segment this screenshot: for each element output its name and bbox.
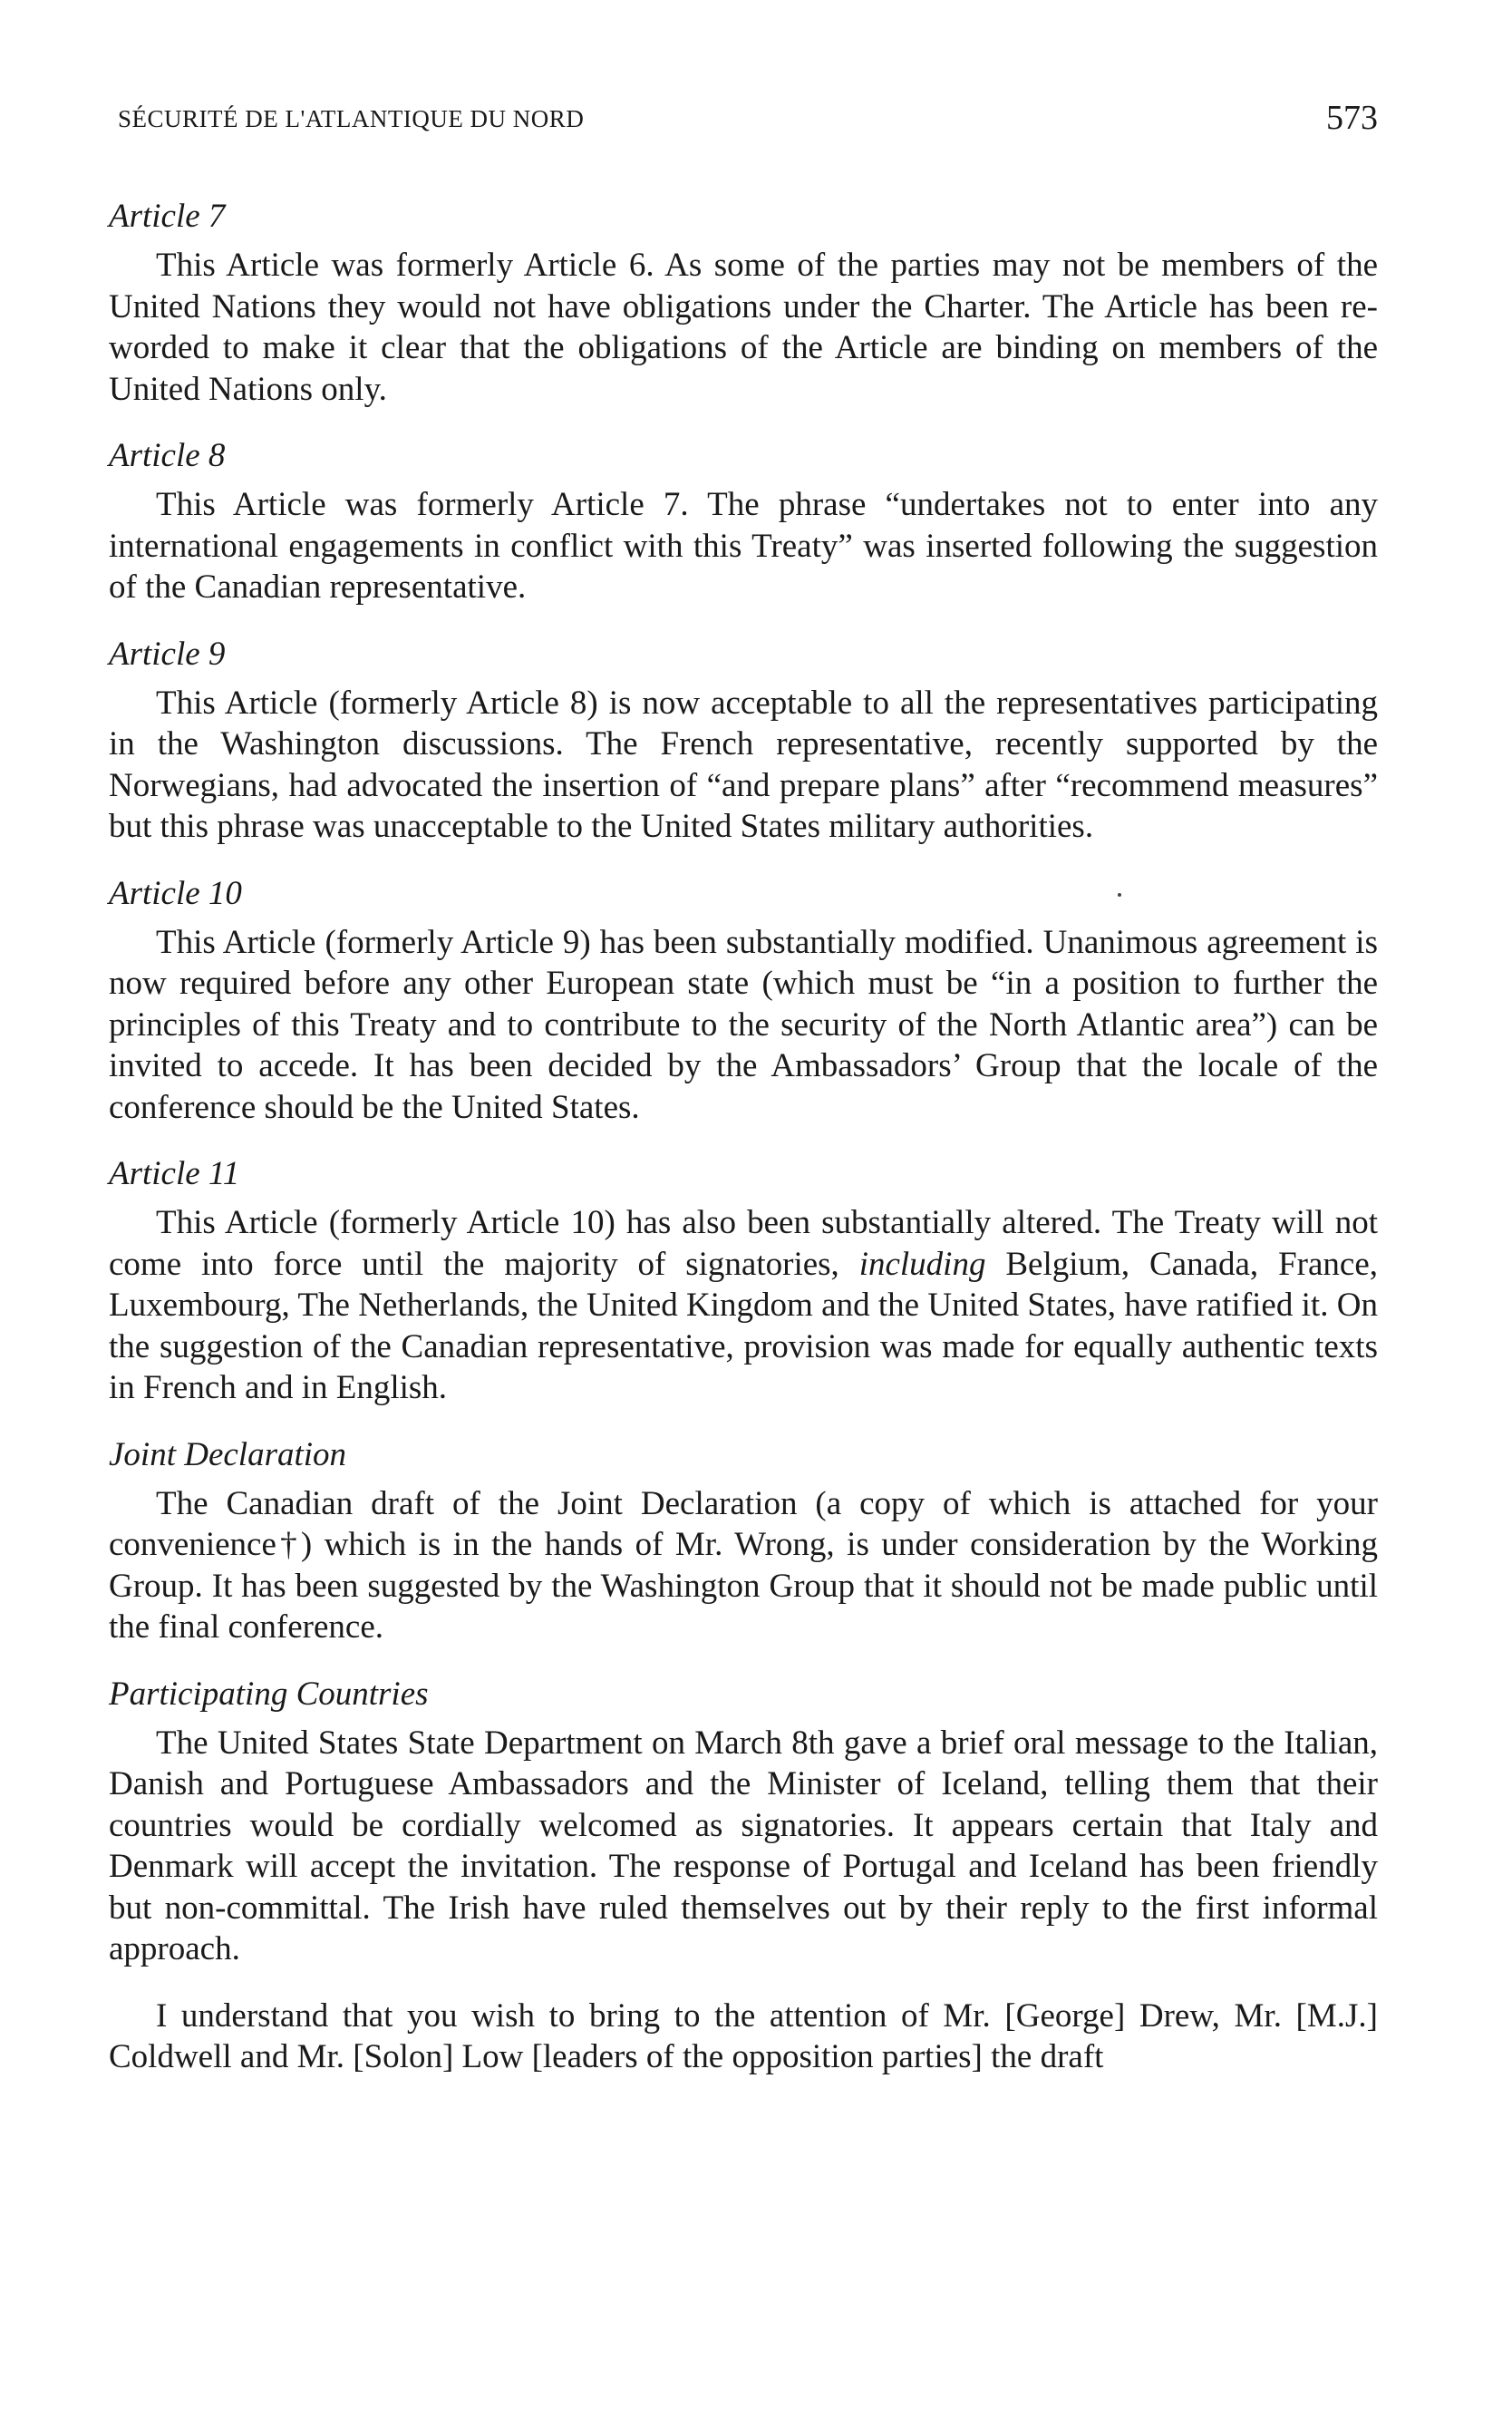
section-article-8	[109, 435, 1378, 608]
paragraph	[109, 1202, 1378, 1409]
running-header	[109, 91, 1378, 145]
paragraph-text: Belgium, Canada, France, Luxembourg, The Netherlands, the United Kingdom and the United States, have ratified it. On the suggestion of the Canadian representative, provision was made for equally authentic texts in French and in English.	[109, 1245, 1378, 1406]
section-heading: Participating Countries	[109, 1675, 429, 1713]
section-participating-countries	[109, 1674, 1378, 2078]
page-number: 573	[1326, 99, 1378, 137]
section-heading: Article 8	[109, 437, 226, 474]
section-joint-declaration	[109, 1434, 1378, 1648]
paragraph: The United States State Department on March 8th gave a brief oral message to the Italian, Danish and Portuguese Ambassadors and the Minister of Iceland, telling them that their countries would be cordially welcomed as signatories. It appears certain that Italy and Denmark will accept the invitation. The response of Portugal and Iceland has been friendly but non-committal. The Irish have ruled themselves out by their reply to the first informal approach.	[109, 1724, 1378, 1967]
paragraph: This Article (formerly Article 8) is now acceptable to all the representatives participating in the Washington discussions. The French representative, recently supported by the Norwegians, had advocated the insertion of “and prepare plans” after “recommend measures” but this phrase was unacceptable to the United States military authorities.	[109, 684, 1378, 845]
paragraph: This Article was formerly Article 7. The phrase “undertakes not to enter into any international engagements in conflict with this Treaty” was inserted following the suggestion of the Canadian representative.	[109, 486, 1378, 606]
paragraph: This Article was formerly Article 6. As some of the parties may not be members of the United Nations they would not have obligations under the Charter. The Article has been re-worded to make it clear that the obligations of the Article are binding on members of the United Nations only.	[109, 247, 1378, 408]
section-heading: Article 10	[109, 874, 242, 912]
section-article-9	[109, 634, 1378, 848]
section-heading: Article 11	[109, 1155, 240, 1192]
section-article-11	[109, 1153, 1378, 1409]
paragraph: I understand that you wish to bring to the attention of Mr. [George] Drew, Mr. [M.J.] Coldwell and Mr. [Solon] Low [leaders of the opposition parties] the draft	[109, 1996, 1378, 2075]
section-article-10	[109, 873, 1378, 1129]
section-article-7	[109, 196, 1378, 410]
paragraph-text: This Article (formerly Article 10) has also been substantially altered. The Treaty will not come into force until the majority of signatories,	[109, 1204, 1378, 1283]
paragraph: This Article (formerly Article 9) has been substantially modified. Unanimous agreement is now required before any other European state (which must be “in a position to further the principles of this Treaty and to contribute to the security of the North Atlantic area”) can be invited to accede. It has been decided by the Ambassadors’ Group that the locale of the conference should be the United States.	[109, 923, 1378, 1126]
document-page	[109, 91, 1378, 2078]
running-title: SÉCURITÉ DE L'ATLANTIQUE DU NORD	[118, 105, 585, 132]
emphasis-text: including	[858, 1245, 986, 1283]
paragraph: The Canadian draft of the Joint Declaration (a copy of which is attached for your convenience†) which is in the hands of Mr. Wrong, is under consideration by the Working Group. It has been suggested by the Washington Group that it should not be made public until the final conference.	[109, 1484, 1378, 1646]
section-heading: Article 7	[109, 198, 226, 235]
section-heading: Article 9	[109, 635, 226, 673]
section-heading: Joint Declaration	[109, 1435, 347, 1473]
ink-speck	[1118, 893, 1121, 897]
